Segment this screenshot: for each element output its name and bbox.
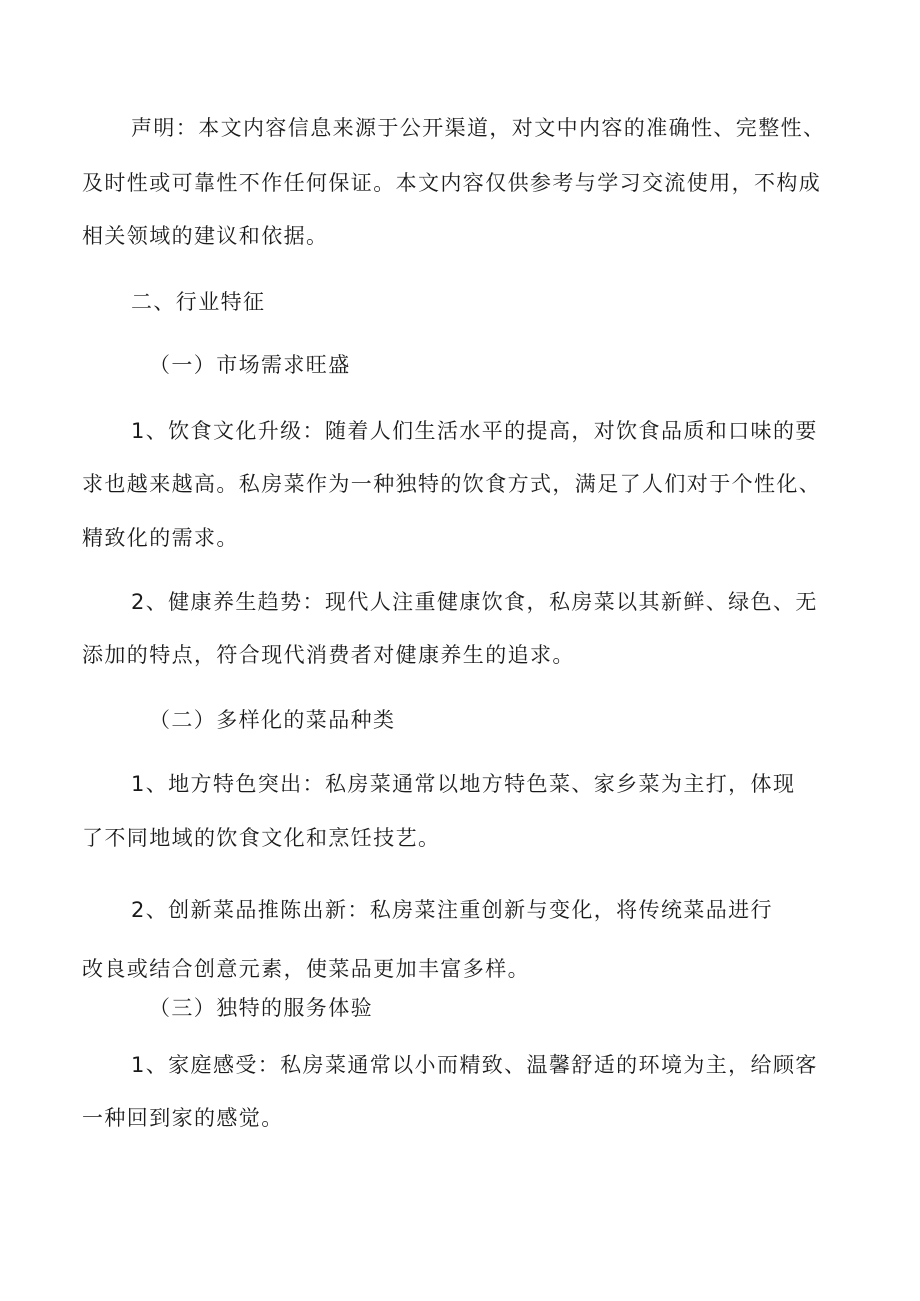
subsection-3-heading: （三）独特的服务体验 (149, 996, 373, 1020)
subsection-1-item-1-line-2: 求也越来越高。私房菜作为一种独特的饮食方式，满足了人们对于个性化、 (82, 472, 822, 496)
subsection-2-item-2-line-1: 2、创新菜品推陈出新：私房菜注重创新与变化，将传统菜品进行 (131, 898, 773, 922)
subsection-2-item-2-line-2: 改良或结合创意元素，使菜品更加丰富多样。 (82, 957, 530, 981)
subsection-2-item-1-line-1: 1、地方特色突出：私房菜通常以地方特色菜、家乡菜为主打，体现 (131, 772, 796, 796)
subsection-1-item-2-line-1: 2、健康养生趋势：现代人注重健康饮食，私房菜以其新鲜、绿色、无 (131, 590, 818, 614)
subsection-1-item-1-line-1: 1、饮食文化升级：随着人们生活水平的提高，对饮食品质和口味的要 (131, 419, 818, 443)
subsection-1-item-2-line-2: 添加的特点，符合现代消费者对健康养生的追求。 (82, 643, 575, 667)
subsection-2-item-1-line-2: 了不同地域的饮食文化和烹饪技艺。 (82, 826, 441, 850)
disclaimer-line-3: 相关领域的建议和依据。 (82, 224, 329, 248)
disclaimer-line-1: 声明：本文内容信息来源于公开渠道，对文中内容的准确性、完整性、 (131, 116, 826, 140)
subsection-3-item-1-line-1: 1、家庭感受：私房菜通常以小而精致、温馨舒适的环境为主，给顾客 (131, 1053, 818, 1077)
subsection-1-item-1-line-3: 精致化的需求。 (82, 526, 239, 550)
subsection-3-item-1-line-2: 一种回到家的感觉。 (82, 1106, 284, 1130)
disclaimer-line-2: 及时性或可靠性不作任何保证。本文内容仅供参考与学习交流使用，不构成 (82, 171, 822, 195)
section-heading: 二、行业特征 (131, 290, 266, 314)
subsection-2-heading: （二）多样化的菜品种类 (149, 708, 396, 732)
subsection-1-heading: （一）市场需求旺盛 (149, 353, 351, 377)
